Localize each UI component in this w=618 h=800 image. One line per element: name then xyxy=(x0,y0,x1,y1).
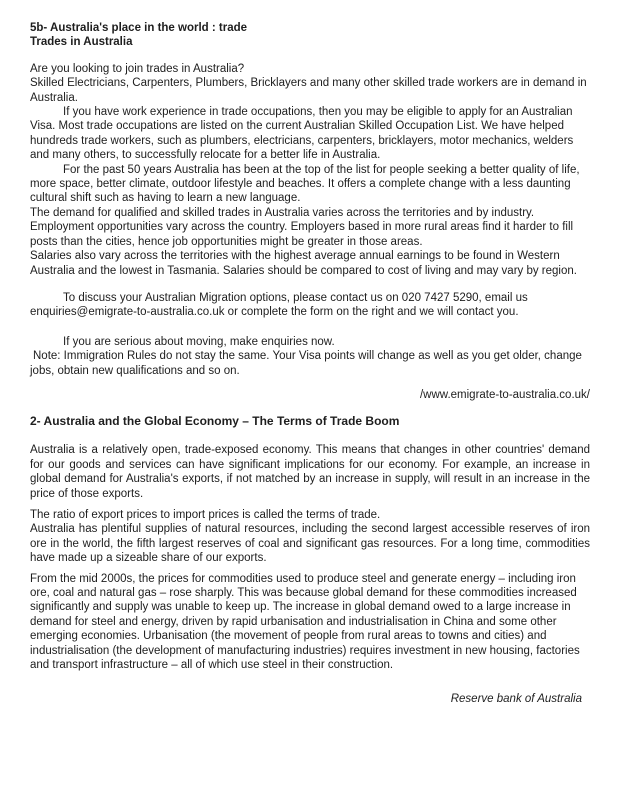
section1-heading xyxy=(30,21,590,50)
paragraph-quality-of-life: For the past 50 years Australia has been at the top of the list for people seeking a better quality of life, more space, better climate, outdoor lifestyle and beaches. It offers a complete change with a less daunting cultural shift such as having to learn a new language. xyxy=(30,163,580,205)
paragraph-natural-resources: Australia has plentiful supplies of natural resources, including the second largest accessible reserves of iron ore in the world, the fifth largest reserves of coal and significant gas resources. For a long time, commodities have made up a sizeable share of our exports. xyxy=(30,523,590,565)
paragraph-intro-question: Are you looking to join trades in Australia? xyxy=(30,62,245,75)
paragraph-contact-details: To discuss your Australian Migration options, please contact us on 020 7427 5290, email us enquiries@emigrate-to-australia.co.uk or complete the form on the right and we will contact you. xyxy=(30,291,528,319)
enquiry-block xyxy=(30,335,590,378)
terms-of-trade-block xyxy=(30,508,590,566)
section2-heading: 2- Australia and the Global Economy – The Terms of Trade Boom xyxy=(30,414,400,429)
paragraph-commodities-boom: From the mid 2000s, the prices for commodities used to produce steel and generate energy – including iron ore, coal and natural gas – rose sharply. This was because global demand for these commodities increased significantly and supply was unable to keep up. The increase in global demand owed to a large increase in demand for steel and energy, driven by rapid urbanisation and industrialisation in China and some other emerging economies. Urbanisation (the movement of people from rural areas to towns and cities) and industrialisation (the development of manufacturing industries) requires investment in new housing, factories and transport infrastructure – all of which use steel in their construction. xyxy=(30,572,580,672)
section2-body xyxy=(30,443,590,707)
paragraph-employment-opportunities: The demand for qualified and skilled trades in Australia varies across the territories and by industry. Employment opportunities vary across the country. Employers based in more rural areas find it harder to fill posts than the cities, hence job opportunities might be greater in those areas. xyxy=(30,206,574,248)
paragraph-immigration-note: Note: Immigration Rules do not stay the same. Your Visa points will change as well as you get older, change jobs, obtain new qualifications and so on. xyxy=(30,350,582,377)
section1-heading-line2: Trades in Australia xyxy=(30,36,133,49)
source-url: /www.emigrate-to-australia.co.uk/ xyxy=(419,388,590,401)
section1-body xyxy=(30,62,590,403)
attribution-source: Reserve bank of Australia xyxy=(450,693,582,706)
paragraph-salaries: Salaries also vary across the territories with the highest average annual earnings to be found in Western Australia and the lowest in Tasmania. Salaries should be compared to cost of living and may vary by region. xyxy=(30,250,577,277)
paragraph-terms-of-trade-definition: The ratio of export prices to import prices is called the terms of trade. xyxy=(30,508,381,521)
paragraph-skilled-trades-demand: Skilled Electricians, Carpenters, Plumbers, Bricklayers and many other skilled trade workers are in demand in Australia. xyxy=(30,77,587,104)
paragraph-open-economy: Australia is a relatively open, trade-exposed economy. This means that changes in other countries' demand for our goods and services can have significant implications for our economy. For example, an increase in global demand for Australia's exports, if not matched by an increase in supply, will result in an increase in the price of those exports. xyxy=(30,444,590,500)
paragraph-visa-eligibility: If you have work experience in trade occupations, then you may be eligible to apply for an Australian Visa. Most trade occupations are listed on the current Australian Skilled Occupation List. We have helped hundreds trade workers, such as plumbers, electricians, carpenters, bricklayers, motor mechanics, welders and many others, to successfully relocate for a better life in Australia. xyxy=(30,106,574,162)
paragraph-urgency: If you are serious about moving, make enquiries now. xyxy=(63,335,335,348)
section1-heading-line1: 5b- Australia's place in the world : trade xyxy=(30,22,248,34)
